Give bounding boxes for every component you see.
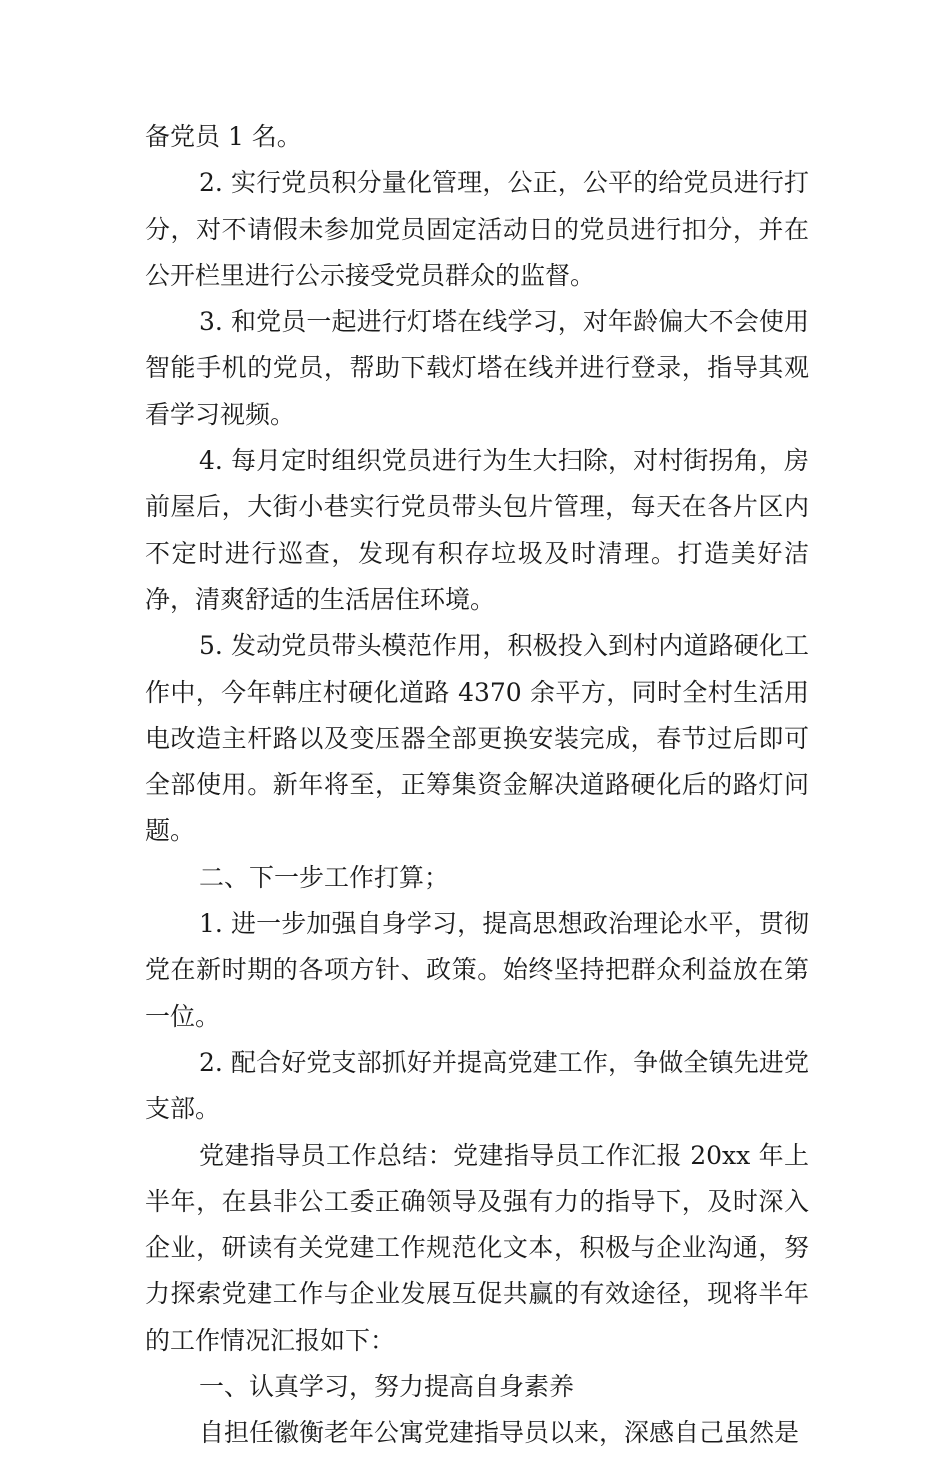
plan-item-1: 1. 进一步加强自身学习，提高思想政治理论水平，贯彻党在新时期的各项方针、政策。始终坚持把群众利益放在第一位。 <box>145 909 809 1031</box>
paragraph-continuation: 备党员 1 名。 <box>145 122 302 151</box>
section-heading-study: 一、认真学习，努力提高自身素养 <box>199 1372 575 1402</box>
paragraph-study-start: 自担任徽衡老年公寓党建指导员以来，深感自己虽然是 <box>199 1418 800 1448</box>
paragraph-item-3: 3. 和党员一起进行灯塔在线学习，对年龄偏大不会使用智能手机的党员，帮助下载灯塔在线并进行登录，指导其观看学习视频。 <box>145 307 809 429</box>
section-heading-next-steps: 二、下一步工作打算； <box>199 862 450 892</box>
document-body <box>145 114 809 1457</box>
plan-item-2: 2. 配合好党支部抓好并提高党建工作，争做全镇先进党支部。 <box>145 1047 809 1124</box>
summary-intro-paragraph: 党建指导员工作总结：党建指导员工作汇报 20xx 年上半年，在县非公工委正确领导及强有力的指导下，及时深入企业，研读有关党建工作规范化文本，积极与企业沟通，努力探索党建工作与企业发展互促共赢的有效途径，现将半年的工作情况汇报如下： <box>145 1140 809 1355</box>
paragraph-item-5: 5. 发动党员带头模范作用，积极投入到村内道路硬化工作中，今年韩庄村硬化道路 4370 余平方，同时全村生活用电改造主杆路以及变压器全部更换安装完成，春节过后即可全部使用。新年将至，正筹集资金解决道路硬化后的路灯问题。 <box>145 631 809 846</box>
paragraph-item-2: 2. 实行党员积分量化管理，公正，公平的给党员进行打分，对不请假未参加党员固定活动日的党员进行扣分，并在公开栏里进行公示接受党员群众的监督。 <box>145 168 809 290</box>
paragraph-item-4: 4. 每月定时组织党员进行为生大扫除，对村街拐角，房前屋后，大街小巷实行党员带头包片管理，每天在各片区内不定时进行巡查，发现有积存垃圾及时清理。打造美好洁净，清爽舒适的生活居住环境。 <box>145 446 809 614</box>
